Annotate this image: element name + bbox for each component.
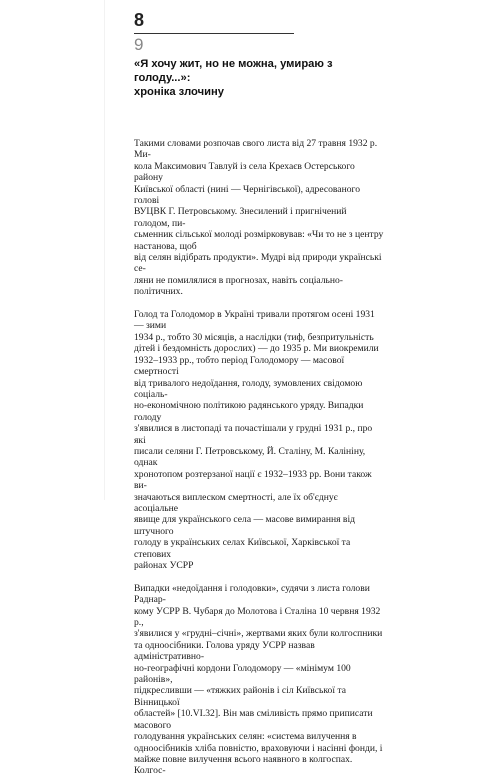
page-gutter bbox=[104, 0, 105, 500]
chapter-sub-number: 9 bbox=[134, 35, 144, 54]
paragraph-1: Такими словами розпочав свого листа від 27 травня 1932 р. Ми- кола Максимович Тавлуй із села Крехаєв Остерського району Київської області (нині — Чернігівської), адресованого голові ВУЦВК Г. Петровському. Знесилений і пригнічений голодом, пи- сьменник сільської молоді розмірковував: «Чи то не з центру настанова, щоб від селян відібрать продукти». Мудрі від природи українські се- ляни не помилялися в прогнозах, навіть соціально-політичних. bbox=[134, 138, 384, 298]
paragraph-2: Голод та Голодомор в Україні тривали протягом осені 1931 — зими 1934 р., тобто 30 місяців, а наслідки (тиф, безпритульність дітей і бездомність дорослих) — до 1935 р. Ми виокремили 1932–1933 рр., тобто період Голодомору — масової смертності від тривалого недоїдання, голоду, зумовлених свідомою соціаль- но-економічною політикою радянського уряду. Випадки голоду з'явилися в листопаді та почастішали у грудні 1931 р., про які писали селяни Г. Петровському, Й. Сталіну, М. Калініну, однак хронотопом розтерзаної нації є 1932–1933 рр. Вони також ви- значаються виплеском смертності, але їх об'єднує асоціальне явище для українського села — масове вимирання від штучного голоду в українських селах Київської, Харківської та степових районах УСРР bbox=[134, 309, 379, 572]
body-text bbox=[134, 138, 384, 777]
paragraph-3: Випадки «недоїдання і голодовки», судячи з листа голови Раднар- кому УСРР В. Чубаря до Молотова і Сталіна 10 червня 1932 р., з'явилися у «грудні–січні», жертвами яких були колгоспники та одноосібники. Голова уряду УСРР назвав адміністративно- но-географічні кордони Голодомору — «мінімум 100 районів», підкресливши — «тяжких районів і сіл Київської та Вінницької областей» [10.VI.32]. Він мав сміливість прямо приписати масового голодування українських селян: «система вилучення в одноосібників хліба повністю, враховуючи і насінні фонди, і майже повне вилучення всього наявного в колгоспах. Колгос- bbox=[134, 582, 383, 777]
chapter-divider bbox=[134, 33, 294, 34]
chapter-title bbox=[134, 57, 384, 99]
chapter-number: 8 bbox=[134, 10, 145, 30]
chapter-title-text: «Я хочу жит, но не можна, умираю з голоду...»: хроніка злочину bbox=[134, 58, 333, 98]
